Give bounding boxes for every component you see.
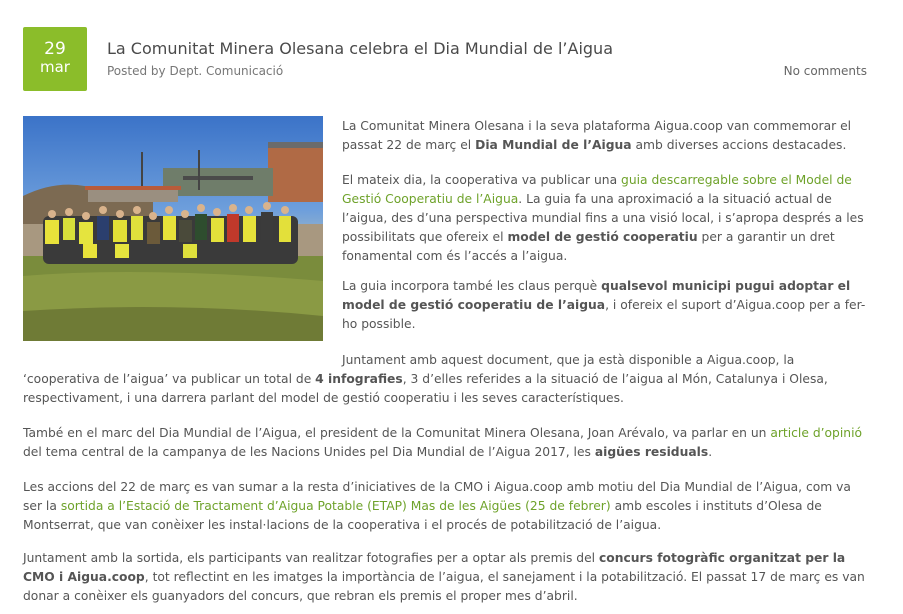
group-photo bbox=[23, 116, 323, 341]
bold-text: Dia Mundial de l’Aigua bbox=[475, 138, 632, 152]
text: Les accions del 22 de març es van sumar a la resta d’iniciatives de la CMO i Aigua.coop amb motiu del Dia Mundial de l’Aigua, com va ser la bbox=[23, 480, 851, 513]
text: , i ofereix el suport d’Aigua.coop per a fer-ho possible. bbox=[342, 298, 866, 331]
text: amb escoles i instituts d’Olesa de Montserrat, que van conèixer les instal·lacions de la cooperativa i el procés de potabilització de l’aigua. bbox=[23, 499, 822, 532]
paragraph bbox=[23, 549, 868, 606]
paragraph bbox=[342, 117, 867, 155]
bold-text: concurs fotogràfic organitzat per la CMO i Aigua.coop bbox=[23, 551, 846, 584]
etap-visit-link[interactable]: sortida a l’Estació de Tractament d’Aigua Potable (ETAP) Mas de les Aigües (25 de febrer) bbox=[60, 499, 611, 513]
text: Juntament amb la sortida, els participants van realitzar fotografies per a optar als premis del bbox=[23, 551, 599, 565]
post-author: Posted by Dept. Comunicació bbox=[107, 64, 284, 78]
paragraph bbox=[342, 171, 867, 266]
text: Juntament amb aquest document, que ja està disponible a Aigua.coop, la ‘cooperativa de l’aigua’ va publicar un total de bbox=[23, 353, 795, 386]
bold-text: qualsevol municipi pugui adoptar el model de gestió cooperatiu de l’aigua bbox=[342, 279, 851, 312]
text: També en el marc del Dia Mundial de l’Aigua, el president de la Comunitat Minera Olesana, Joan Arévalo, va parlar en un bbox=[23, 426, 771, 440]
comments-link[interactable]: No comments bbox=[783, 64, 867, 78]
text: del tema central de la campanya de les Nacions Unides pel Dia Mundial de l’Aigua 2017, les bbox=[23, 445, 595, 459]
text: per a garantir un dret fonamental com és l’accés a l’aigua. bbox=[342, 230, 835, 263]
bold-text: aigües residuals bbox=[594, 445, 709, 459]
post-title[interactable]: La Comunitat Minera Olesana celebra el Dia Mundial de l’Aigua bbox=[107, 39, 613, 58]
text: La guia incorpora també les claus perquè bbox=[342, 279, 602, 293]
text: , 3 d’elles referides a la situació de l’aigua al Món, Catalunya i Olesa, respectivament, i una darrera parlant del model de gestió cooperatiu i les seves característiques. bbox=[23, 372, 828, 405]
text: . bbox=[708, 445, 713, 459]
post-date-month: mar bbox=[40, 58, 70, 76]
paragraph bbox=[23, 351, 868, 408]
paragraph bbox=[23, 478, 868, 535]
guide-download-link[interactable]: guia descarregable sobre el Model de Gestió Cooperatiu de l’Aigua bbox=[342, 173, 852, 206]
text: , tot reflectint en les imatges la importància de l’aigua, el sanejament i la potabilització. El passat 17 de març es van donar a conèixer els guanyadors del concurs, que rebran els premis el proper mes d’abril. bbox=[23, 570, 865, 603]
post-date-day: 29 bbox=[44, 39, 66, 59]
paragraph bbox=[23, 424, 868, 462]
opinion-article-link[interactable]: article d’opinió bbox=[770, 426, 863, 440]
bold-text: 4 infografies bbox=[315, 372, 403, 386]
group-photo-image bbox=[23, 116, 323, 341]
paragraph bbox=[342, 277, 867, 334]
text: amb diverses accions destacades. bbox=[631, 138, 847, 152]
text: El mateix dia, la cooperativa va publicar una bbox=[342, 173, 622, 187]
text: La Comunitat Minera Olesana i la seva plataforma Aigua.coop van commemorar el passat 22 de març el bbox=[342, 119, 852, 152]
bold-text: model de gestió cooperatiu bbox=[507, 230, 698, 244]
post-date-badge bbox=[23, 27, 87, 91]
text: . La guia fa una aproximació a la situació actual de l’aigua, des d’una perspectiva mundial fins a una visió local, i s’apropa després a les possibilitats que ofereix el bbox=[342, 192, 864, 244]
